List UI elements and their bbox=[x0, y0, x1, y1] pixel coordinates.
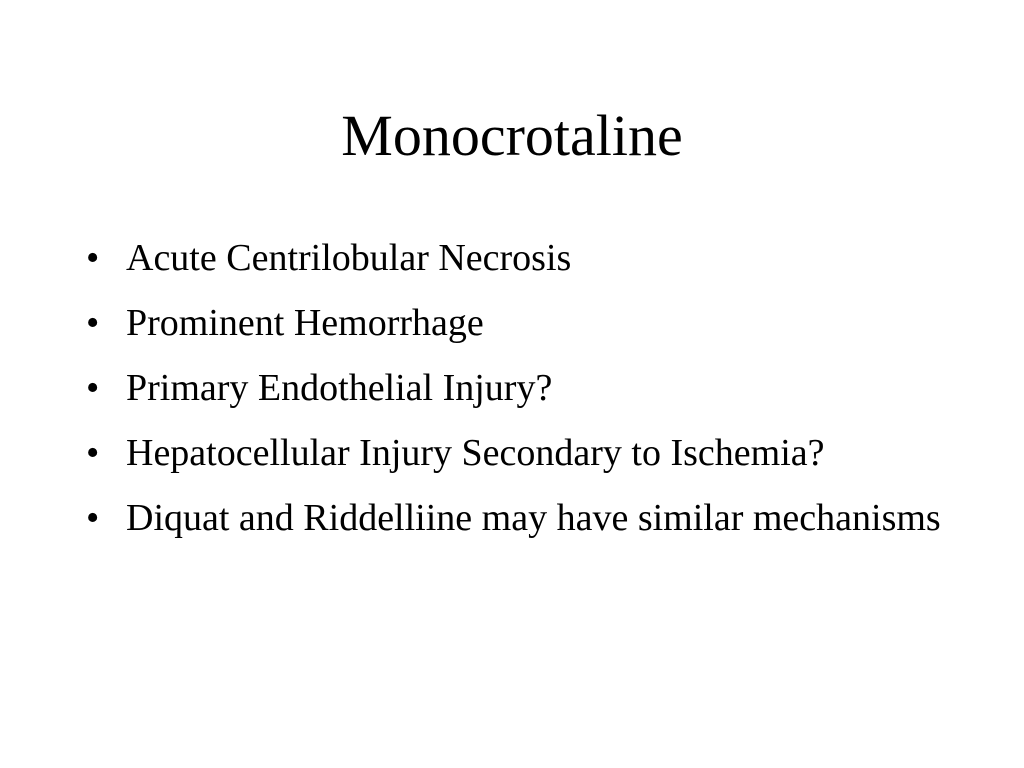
bullet-item bbox=[86, 492, 946, 545]
bullet-list bbox=[86, 232, 946, 557]
bullet-icon: • bbox=[86, 497, 100, 539]
bullet-icon: • bbox=[86, 367, 100, 409]
bullet-icon: • bbox=[86, 302, 100, 344]
bullet-item bbox=[86, 362, 946, 415]
bullet-item bbox=[86, 427, 946, 480]
bullet-item bbox=[86, 297, 946, 350]
bullet-text: Diquat and Riddelliine may have similar mechanisms bbox=[126, 497, 941, 539]
slide-title: Monocrotaline bbox=[341, 103, 683, 168]
bullet-item bbox=[86, 232, 946, 285]
bullet-icon: • bbox=[86, 432, 100, 474]
bullet-text: Prominent Hemorrhage bbox=[126, 302, 484, 344]
bullet-text: Hepatocellular Injury Secondary to Ischemia? bbox=[126, 432, 825, 474]
bullet-text: Primary Endothelial Injury? bbox=[126, 367, 553, 409]
bullet-text: Acute Centrilobular Necrosis bbox=[126, 237, 572, 279]
bullet-icon: • bbox=[86, 237, 100, 279]
